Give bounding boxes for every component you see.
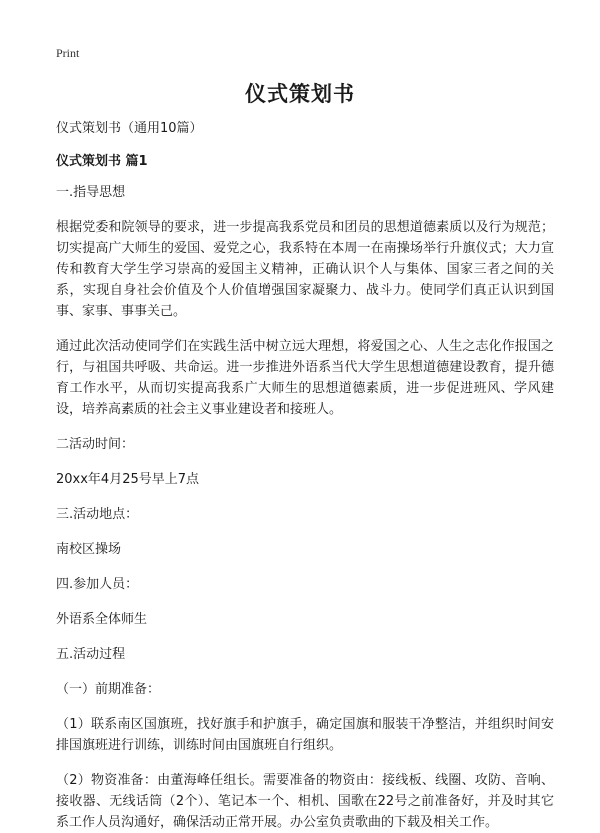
document-subtitle: 仪式策划书（通用10篇） — [56, 121, 203, 136]
people-value: 外语系全体师生 — [56, 612, 148, 627]
paragraph-goals: 通过此次活动使同学们在实践生活中树立远大理想，将爱国之心、人生之志化作报国之行，与祖国共呼吸、共命运。进一步推进外语系当代大学生思想道德建设教育，提升德育工作水平，从而切实提高我系广大师生的思想道德素质，进一步促进班风、学风建设，培养高素质的社会主义事业建设者和接班人。 — [56, 339, 554, 417]
print-label: Print — [56, 46, 80, 60]
prep-item-2: （2）物资准备：由董海峰任组长。需要准备的物资由：接线板、线圈、攻防、音响、接收器、无线话筒（2个）、笔记本一个、相机、国歌在22号之前准备好，并及时其它系工作人员沟通好，确保活动正常开展。办公室负责歌曲的下载及相关工作。 — [56, 773, 554, 830]
prep-item-1: （1）联系南区国旗班，找好旗手和护旗手，确定国旗和服装干净整洁，并组织时间安排国旗班进行训练，训练时间由国旗班自行组织。 — [56, 717, 554, 753]
guiding-heading: 一.指导思想 — [56, 185, 126, 200]
section-heading: 仪式策划书 篇1 — [56, 154, 148, 169]
people-heading: 四.参加人员： — [56, 577, 139, 592]
paragraph-purpose: 根据党委和院领导的要求，进一步提高我系党员和团员的思想道德素质以及行为规范；切实提高广大师生的爱国、爱党之心，我系特在本周一在南操场举行升旗仪式；大力宣传和教育大学生学习崇高的爱国主义精神，正确认识个人与集体、国家三者之间的关系，实现自身社会价值及个人价值增强国家凝聚力、战斗力。使同学们真正认识到国事、家事、事事关己。 — [56, 220, 554, 319]
place-heading: 三.活动地点： — [56, 507, 139, 522]
document-body — [56, 118, 554, 833]
process-heading: 五.活动过程 — [56, 647, 126, 662]
prep-heading: （一）前期准备： — [56, 682, 161, 697]
document-title: 仪式策划书 — [245, 82, 355, 106]
time-heading: 二活动时间： — [56, 437, 135, 452]
place-value: 南校区操场 — [56, 542, 122, 557]
time-value: 20xx年4月25号早上7点 — [56, 472, 200, 487]
